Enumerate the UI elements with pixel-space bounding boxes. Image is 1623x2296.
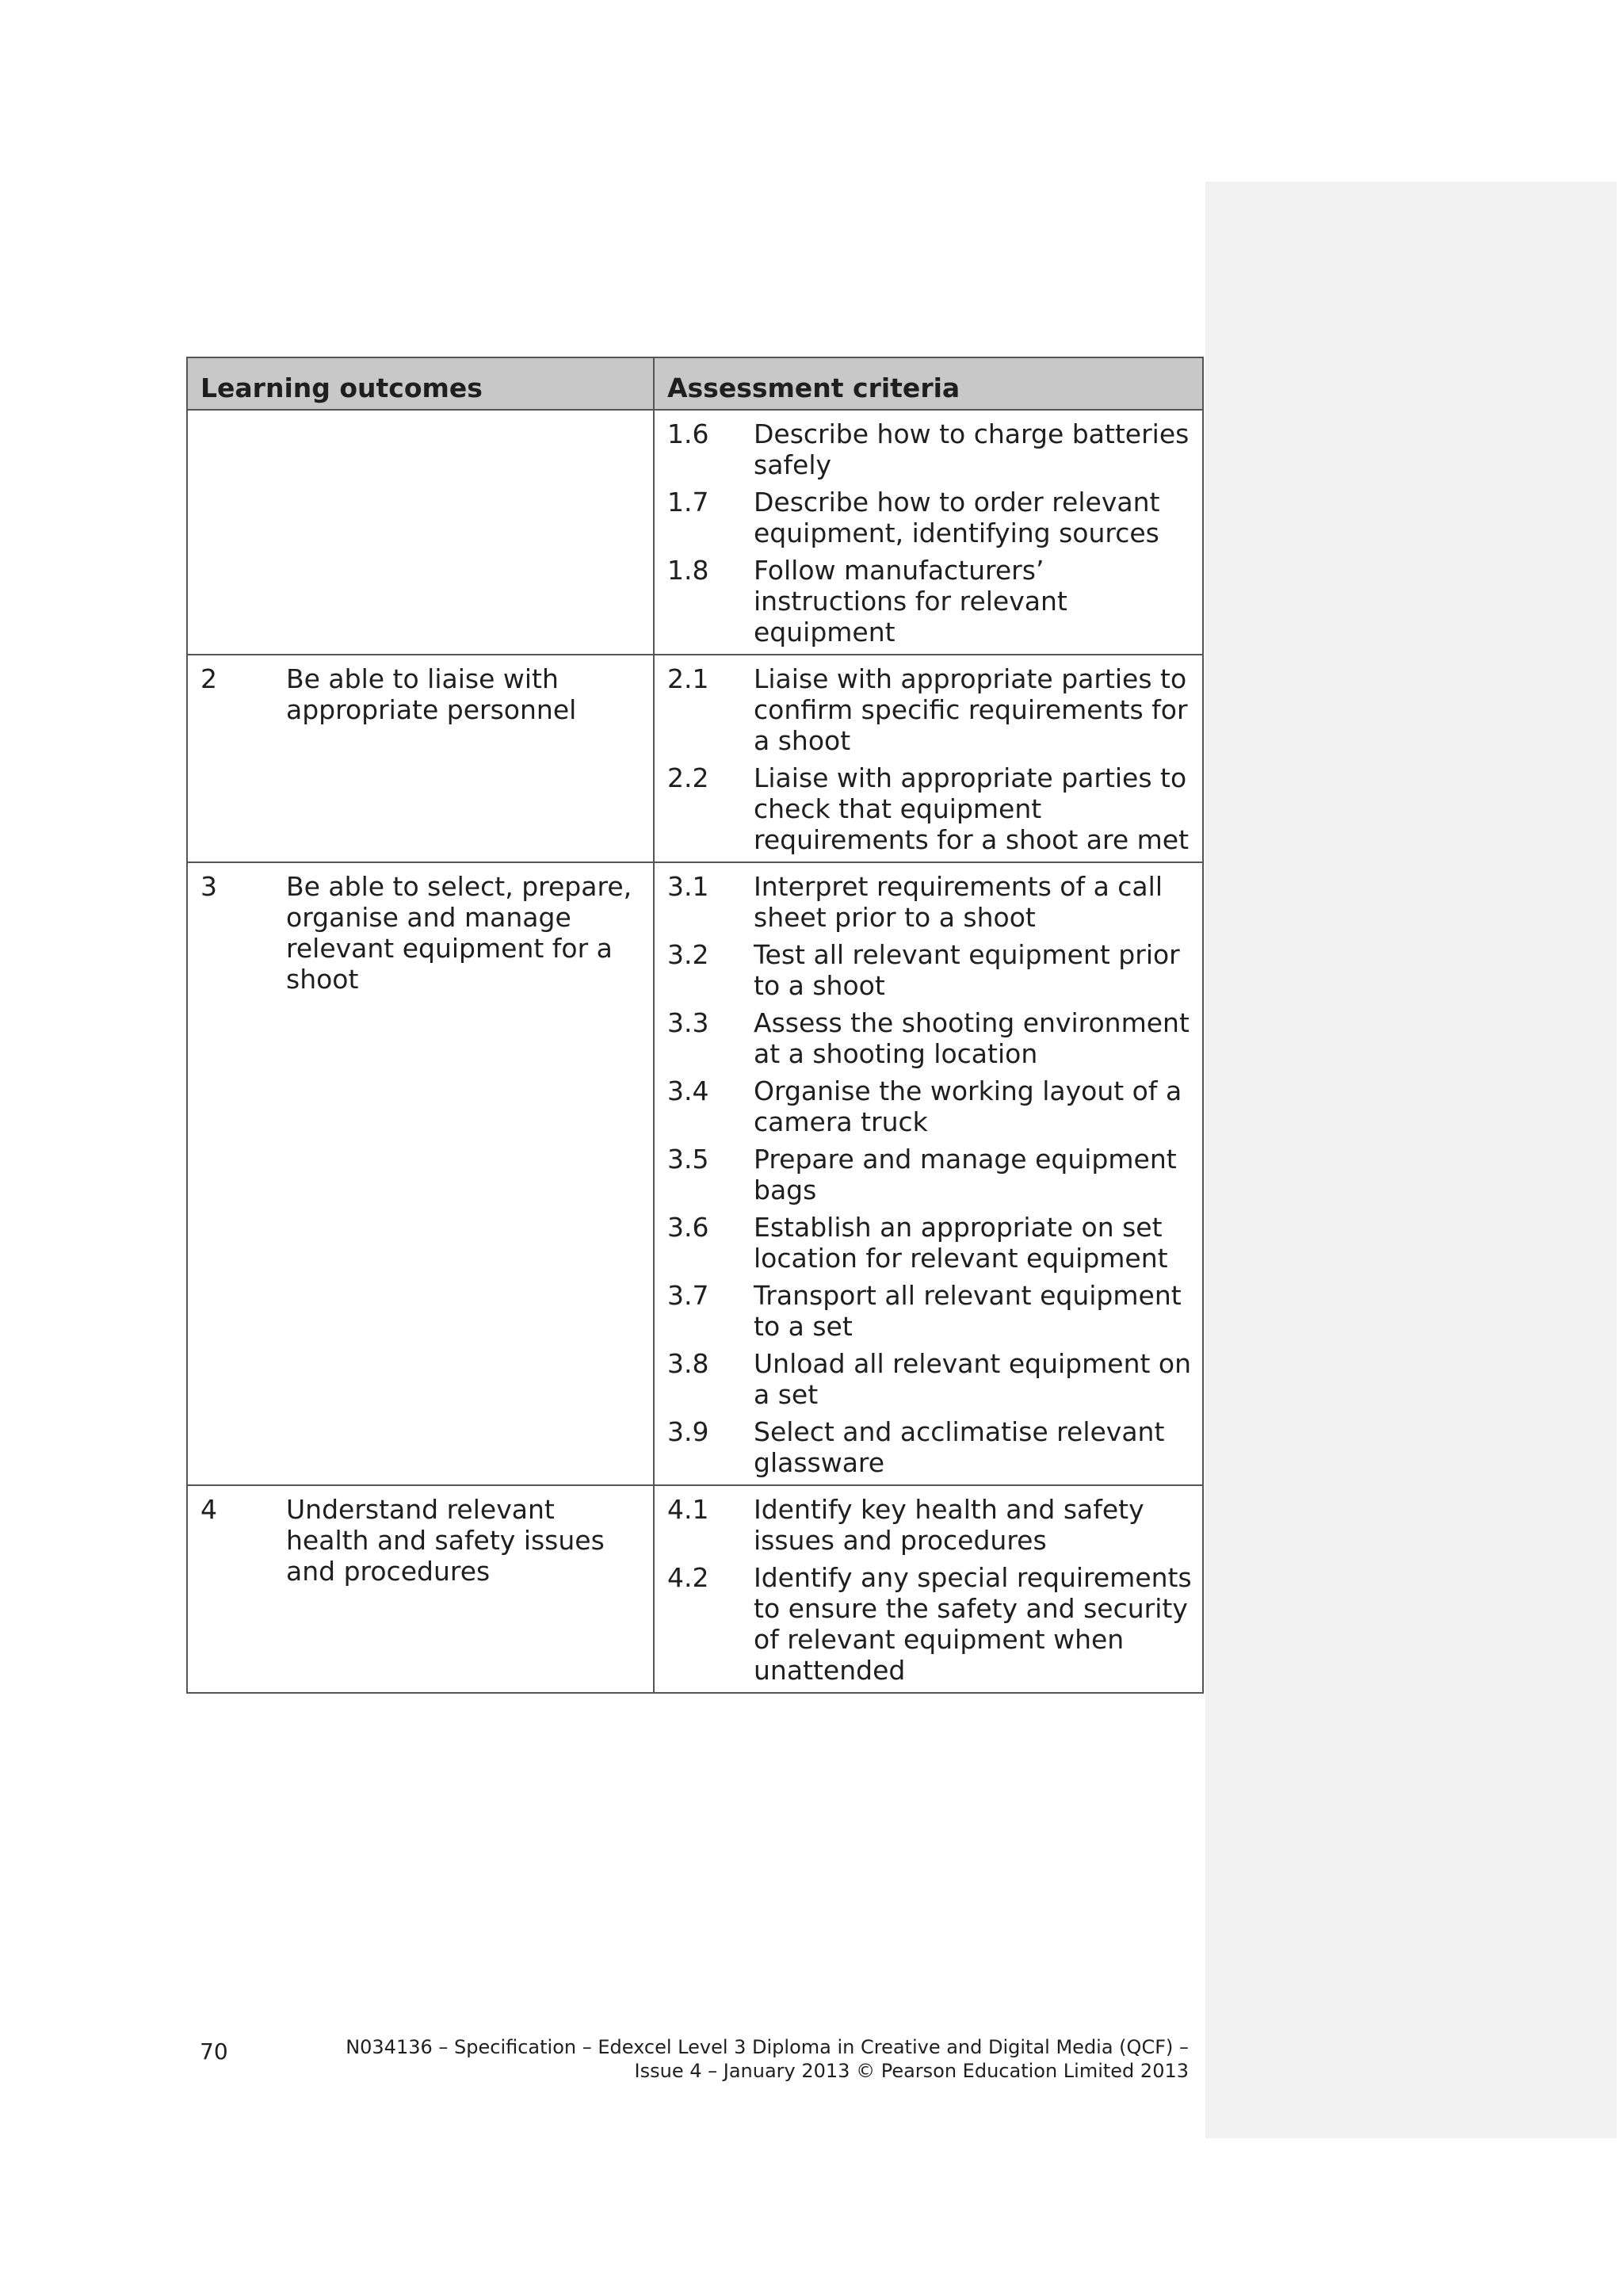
learning-outcome-number: 3 bbox=[200, 871, 217, 902]
footer-citation bbox=[346, 2035, 1189, 2083]
criterion-item bbox=[667, 1348, 1194, 1410]
criterion-item bbox=[667, 1212, 1194, 1274]
criterion-item bbox=[667, 762, 1194, 855]
learning-outcome-cell bbox=[187, 1485, 654, 1693]
table-row bbox=[187, 1485, 1203, 1693]
criterion-text: Describe how to charge batteries safely bbox=[754, 418, 1190, 480]
table-row bbox=[187, 655, 1203, 862]
criteria-cell bbox=[654, 410, 1203, 655]
criteria-cell bbox=[654, 1485, 1203, 1693]
side-margin-panel bbox=[1205, 181, 1617, 2138]
criterion-text: Liaise with appropriate parties to check that equipment requirements for a shoot are met bbox=[754, 762, 1190, 855]
criterion-item bbox=[667, 1007, 1194, 1069]
criterion-text: Describe how to order relevant equipment, identifying sources bbox=[754, 487, 1160, 548]
learning-outcome bbox=[200, 871, 645, 995]
criterion-number: 3.8 bbox=[667, 1348, 709, 1379]
learning-outcomes-header: Learning outcomes bbox=[187, 357, 654, 410]
learning-outcome-cell bbox=[187, 410, 654, 655]
learning-outcome-number: 2 bbox=[200, 663, 217, 694]
criterion-item bbox=[667, 555, 1194, 648]
criterion-item bbox=[667, 1562, 1194, 1686]
criterion-item bbox=[667, 939, 1194, 1001]
criterion-number: 3.7 bbox=[667, 1280, 709, 1311]
criterion-number: 3.4 bbox=[667, 1075, 709, 1106]
assessment-criteria-header: Assessment criteria bbox=[654, 357, 1203, 410]
criterion-text: Prepare and manage equipment bags bbox=[754, 1144, 1177, 1205]
criterion-number: 3.3 bbox=[667, 1007, 709, 1038]
table-header-row bbox=[187, 357, 1203, 410]
criterion-number: 3.5 bbox=[667, 1144, 709, 1175]
criteria-cell bbox=[654, 655, 1203, 862]
criterion-number: 4.2 bbox=[667, 1562, 709, 1593]
page-number: 70 bbox=[200, 2038, 228, 2065]
learning-outcome-number: 4 bbox=[200, 1494, 217, 1525]
criterion-item bbox=[667, 1280, 1194, 1342]
learning-outcome bbox=[200, 1494, 645, 1587]
criterion-item bbox=[667, 663, 1194, 756]
learning-outcome-text: Understand relevant health and safety issues and procedures bbox=[286, 1494, 605, 1587]
criterion-text: Interpret requirements of a call sheet prior to a shoot bbox=[754, 871, 1163, 933]
learning-outcome-cell bbox=[187, 862, 654, 1485]
criterion-item bbox=[667, 1075, 1194, 1137]
criterion-text: Transport all relevant equipment to a set bbox=[754, 1280, 1182, 1342]
criterion-number: 2.1 bbox=[667, 663, 709, 694]
assessment-table bbox=[186, 357, 1204, 1694]
criterion-text: Organise the working layout of a camera truck bbox=[754, 1075, 1182, 1137]
criterion-text: Identify key health and safety issues and procedures bbox=[754, 1494, 1144, 1556]
footer-line-1: N034136 – Specification – Edexcel Level 3 Diploma in Creative and Digital Media (QCF) – bbox=[346, 2036, 1189, 2058]
criterion-text: Select and acclimatise relevant glassware bbox=[754, 1416, 1165, 1478]
criterion-item bbox=[667, 1144, 1194, 1205]
criterion-number: 2.2 bbox=[667, 762, 709, 793]
table-row bbox=[187, 862, 1203, 1485]
learning-outcome-cell bbox=[187, 655, 654, 862]
criterion-item bbox=[667, 418, 1194, 480]
criterion-item bbox=[667, 487, 1194, 548]
criterion-text: Establish an appropriate on set location for relevant equipment bbox=[754, 1212, 1168, 1274]
criteria-cell bbox=[654, 862, 1203, 1485]
criterion-number: 1.7 bbox=[667, 487, 709, 518]
criterion-number: 1.8 bbox=[667, 555, 709, 586]
criterion-item bbox=[667, 1494, 1194, 1556]
criterion-item bbox=[667, 871, 1194, 933]
learning-outcome-text: Be able to select, prepare, organise and manage relevant equipment for a shoot bbox=[286, 871, 632, 995]
learning-outcome bbox=[200, 663, 645, 725]
criterion-text: Liaise with appropriate parties to confirm specific requirements for a shoot bbox=[754, 663, 1188, 756]
criterion-number: 4.1 bbox=[667, 1494, 709, 1525]
criterion-number: 3.1 bbox=[667, 871, 709, 902]
criterion-number: 3.6 bbox=[667, 1212, 709, 1243]
criterion-text: Identify any special requirements to ensure the safety and security of relevant equipment when unattended bbox=[754, 1562, 1192, 1686]
criterion-number: 1.6 bbox=[667, 418, 709, 449]
criterion-text: Unload all relevant equipment on a set bbox=[754, 1348, 1192, 1410]
footer-line-2: Issue 4 – January 2013 © Pearson Education Limited 2013 bbox=[634, 2060, 1189, 2082]
criterion-text: Follow manufacturers’ instructions for relevant equipment bbox=[754, 555, 1067, 648]
criterion-number: 3.9 bbox=[667, 1416, 709, 1447]
criterion-number: 3.2 bbox=[667, 939, 709, 970]
learning-outcome-text: Be able to liaise with appropriate personnel bbox=[286, 663, 577, 725]
criterion-text: Assess the shooting environment at a shooting location bbox=[754, 1007, 1190, 1069]
criterion-text: Test all relevant equipment prior to a shoot bbox=[754, 939, 1180, 1001]
criterion-item bbox=[667, 1416, 1194, 1478]
table-row bbox=[187, 410, 1203, 655]
